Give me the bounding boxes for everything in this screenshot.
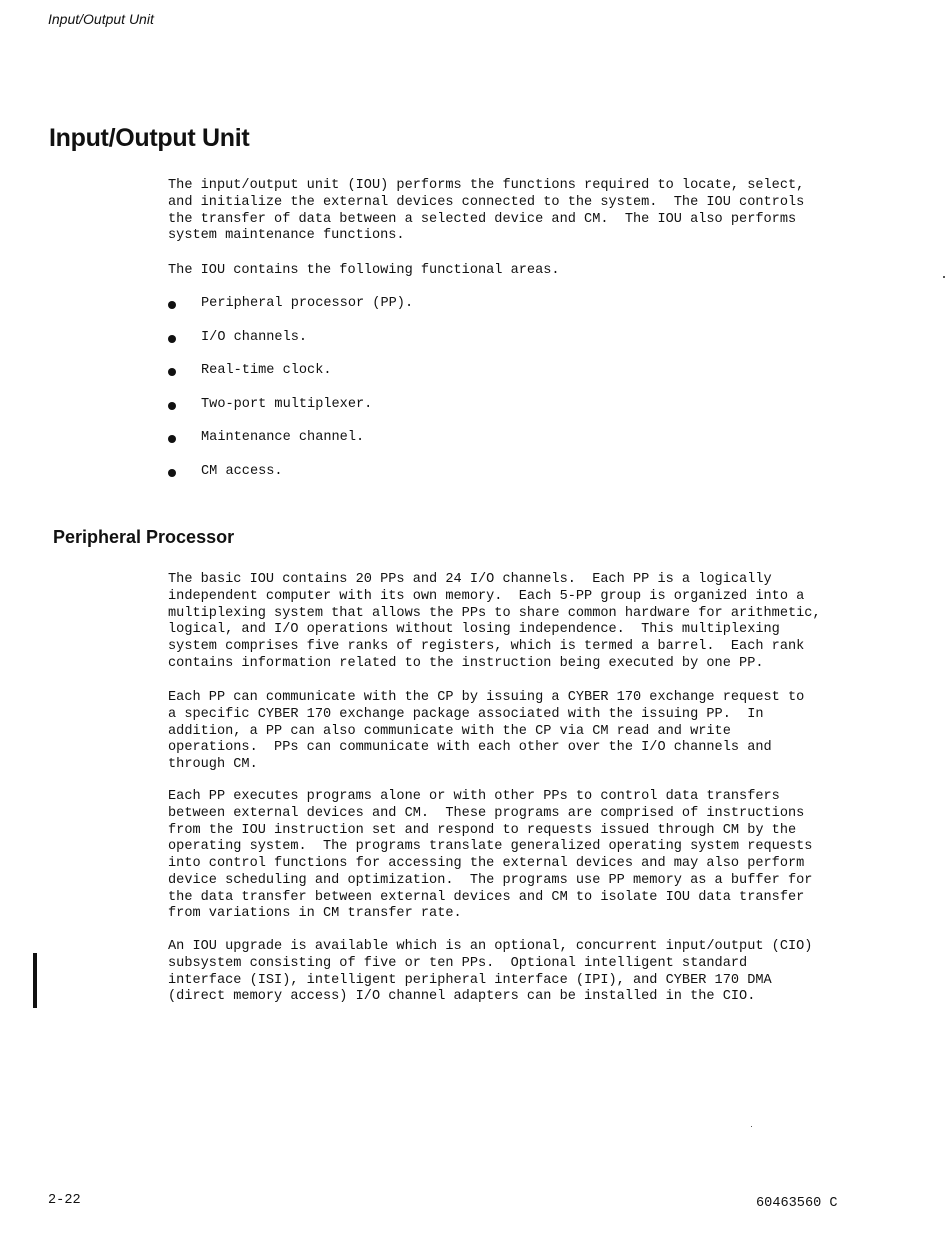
page-number: 2-22 (48, 1193, 81, 1208)
list-intro: The IOU contains the following functional areas. (168, 263, 560, 278)
scan-speck (751, 1126, 752, 1127)
list-item-text: Peripheral processor (PP). (201, 296, 414, 311)
pp-paragraph-communication: Each PP can communicate with the CP by issuing a CYBER 170 exchange request to a specific CYBER 170 exchange package associated with the issuing PP. In addition, a PP can also communicate with the CP via CM read and write operations. PPs can communicate with each other over the I/O channels and through CM. (168, 690, 805, 772)
pp-paragraph-overview: The basic IOU contains 20 PPs and 24 I/O channels. Each PP is a logically independent computer with its own memory. Each 5-PP group is organized into a multiplexing system that allows the PPs to share common hardware for arithmetic, logical, and I/O operations without losing independence. This multiplexing system comprises five ranks of registers, which is termed a barrel. Each rank contains information related to the instruction being executed by one PP. (168, 572, 821, 671)
bullet-icon (168, 435, 176, 443)
running-header: Input/Output Unit (48, 11, 154, 27)
section-title: Input/Output Unit (49, 124, 250, 152)
bullet-icon (168, 402, 176, 410)
list-item-text: Real-time clock. (201, 363, 332, 378)
list-item-text: Two-port multiplexer. (201, 396, 373, 412)
list-item-text: CM access. (201, 463, 283, 479)
subsection-title: Peripheral Processor (53, 527, 235, 547)
list-item-text: Maintenance channel. (201, 430, 365, 445)
bullet-icon (168, 469, 176, 477)
pp-paragraph-upgrade: An IOU upgrade is available which is an optional, concurrent input/output (CIO) subsystem consisting of five or ten PPs. Optional intelligent standard interface (ISI), intelligent peripheral interface (IPI), and CYBER 170 DMA (direct memory access) I/O channel adapters can be installed in the CIO. (168, 939, 813, 1005)
pp-paragraph-programs: Each PP executes programs alone or with other PPs to control data transfers between external devices and CM. These programs are comprised of instructions from the IOU instruction set and respond to requests issued through CM by the operating system. The programs translate generalized operating system requests into control functions for accessing the external devices and may also perform device scheduling and optimization. The programs use PP memory as a buffer for the data transfer between external devices and CM to isolate IOU data transfer from variations in CM transfer rate. (168, 789, 813, 922)
bullet-icon (168, 368, 176, 376)
list-item-text: I/O channels. (201, 329, 308, 345)
bullet-icon (168, 335, 176, 343)
intro-paragraph: The input/output unit (IOU) performs the functions required to locate, select, and initialize the external devices connected to the system. The IOU controls the transfer of data between a selected device and CM. The IOU also performs system maintenance functions. (168, 178, 805, 244)
change-bar (33, 953, 37, 1008)
scan-speck (943, 276, 945, 278)
bullet-icon (168, 301, 176, 309)
document-number: 60463560 C (756, 1196, 838, 1211)
